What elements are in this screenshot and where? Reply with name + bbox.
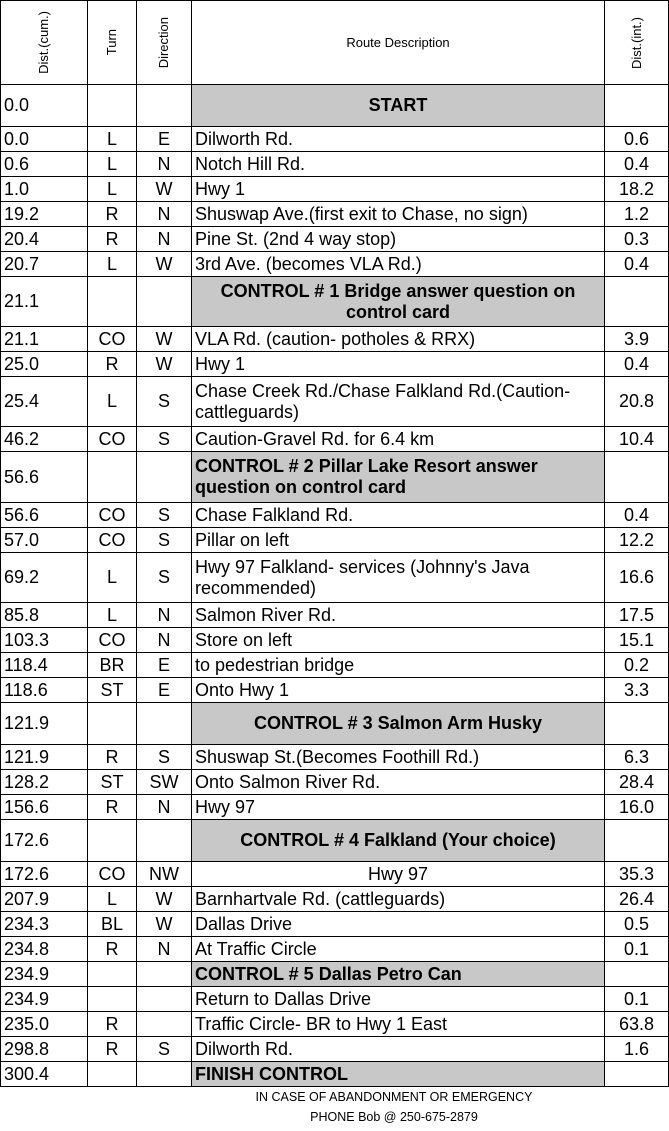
dist-cum-cell: 25.0 — [1, 352, 88, 377]
dist-cum-cell: 235.0 — [1, 1012, 88, 1037]
turn-cell: CO — [88, 862, 137, 887]
footer-line-1: IN CASE OF ABANDONMENT OR EMERGENCY — [255, 1090, 533, 1104]
turn-cell — [88, 820, 137, 862]
table-row — [1, 678, 669, 703]
route-description-cell: Traffic Circle- BR to Hwy 1 East — [192, 1012, 605, 1037]
dist-cum-cell: 234.9 — [1, 987, 88, 1012]
table-row — [1, 862, 669, 887]
table-row — [1, 745, 669, 770]
dist-int-cell: 15.1 — [605, 628, 669, 653]
dist-int-cell: 17.5 — [605, 603, 669, 628]
turn-cell: CO — [88, 427, 137, 452]
direction-cell — [137, 1062, 192, 1087]
route-description-cell: to pedestrian bridge — [192, 653, 605, 678]
footer-line-2: PHONE Bob @ 250-675-2879 — [310, 1110, 478, 1124]
turn-cell: BR — [88, 653, 137, 678]
direction-cell: S — [137, 503, 192, 528]
route-description-cell: VLA Rd. (caution- potholes & RRX) — [192, 327, 605, 352]
table-row — [1, 912, 669, 937]
dist-cum-cell: 121.9 — [1, 703, 88, 745]
turn-cell: R — [88, 1037, 137, 1062]
control-row — [1, 703, 669, 745]
control-row — [1, 277, 669, 327]
header-dist-cum-label: Dist.(cum.) — [36, 11, 51, 74]
table-row — [1, 1012, 669, 1037]
dist-int-cell: 28.4 — [605, 770, 669, 795]
dist-cum-cell: 85.8 — [1, 603, 88, 628]
table-row — [1, 795, 669, 820]
turn-cell — [88, 987, 137, 1012]
route-description-cell: Dilworth Rd. — [192, 1037, 605, 1062]
route-description-cell: Onto Salmon River Rd. — [192, 770, 605, 795]
dist-int-cell: 26.4 — [605, 887, 669, 912]
dist-int-cell: 0.3 — [605, 227, 669, 252]
route-description-cell: Return to Dallas Drive — [192, 987, 605, 1012]
emergency-footer — [0, 1087, 668, 1131]
dist-int-cell: 3.9 — [605, 327, 669, 352]
dist-cum-cell: 234.8 — [1, 937, 88, 962]
turn-cell: L — [88, 252, 137, 277]
header-dist-int-label: Dist.(int.) — [628, 16, 644, 69]
dist-int-cell — [605, 820, 669, 862]
turn-cell: R — [88, 1012, 137, 1037]
route-description-cell: Shuswap Ave.(first exit to Chase, no sign) — [192, 202, 605, 227]
dist-int-cell: 0.2 — [605, 653, 669, 678]
turn-cell: L — [88, 127, 137, 152]
table-row — [1, 377, 669, 427]
control-row — [1, 820, 669, 862]
dist-cum-cell: 57.0 — [1, 528, 88, 553]
dist-int-cell — [605, 85, 669, 127]
dist-int-cell: 20.8 — [605, 377, 669, 427]
control-description-cell: CONTROL # 5 Dallas Petro Can — [192, 962, 605, 987]
turn-cell — [88, 277, 137, 327]
header-dist-int — [605, 1, 669, 85]
route-description-cell: Onto Hwy 1 — [192, 678, 605, 703]
turn-cell — [88, 85, 137, 127]
dist-cum-cell: 234.9 — [1, 962, 88, 987]
direction-cell: S — [137, 745, 192, 770]
dist-int-cell: 18.2 — [605, 177, 669, 202]
turn-cell: L — [88, 377, 137, 427]
dist-cum-cell: 25.4 — [1, 377, 88, 427]
direction-cell: S — [137, 528, 192, 553]
turn-cell: L — [88, 553, 137, 603]
dist-cum-cell: 234.3 — [1, 912, 88, 937]
turn-cell: BL — [88, 912, 137, 937]
route-description-cell: Chase Falkland Rd. — [192, 503, 605, 528]
header-direction-label: Direction — [156, 16, 171, 69]
direction-cell — [137, 703, 192, 745]
table-row — [1, 553, 669, 603]
dist-cum-cell: 21.1 — [1, 277, 88, 327]
table-row — [1, 152, 669, 177]
dist-cum-cell: 20.4 — [1, 227, 88, 252]
dist-int-cell: 16.6 — [605, 553, 669, 603]
control-row — [1, 85, 669, 127]
turn-cell: CO — [88, 327, 137, 352]
direction-cell: W — [137, 327, 192, 352]
dist-int-cell: 0.1 — [605, 937, 669, 962]
turn-cell — [88, 962, 137, 987]
dist-int-cell: 35.3 — [605, 862, 669, 887]
control-description-cell: START — [192, 85, 605, 127]
route-description-cell: Hwy 1 — [192, 352, 605, 377]
direction-cell: W — [137, 252, 192, 277]
dist-int-cell: 1.2 — [605, 202, 669, 227]
route-description-cell: Store on left — [192, 628, 605, 653]
dist-int-cell: 16.0 — [605, 795, 669, 820]
table-row — [1, 252, 669, 277]
dist-int-cell: 10.4 — [605, 427, 669, 452]
route-description-cell: Caution-Gravel Rd. for 6.4 km — [192, 427, 605, 452]
turn-cell — [88, 452, 137, 503]
turn-cell: L — [88, 603, 137, 628]
direction-cell: S — [137, 377, 192, 427]
direction-cell: N — [137, 937, 192, 962]
route-description-cell: Barnhartvale Rd. (cattleguards) — [192, 887, 605, 912]
header-dist-cum — [1, 1, 88, 85]
route-description-cell: 3rd Ave. (becomes VLA Rd.) — [192, 252, 605, 277]
direction-cell: E — [137, 127, 192, 152]
dist-int-cell: 0.5 — [605, 912, 669, 937]
dist-cum-cell: 172.6 — [1, 820, 88, 862]
route-description-cell: Hwy 97 — [192, 862, 605, 887]
dist-cum-cell: 121.9 — [1, 745, 88, 770]
dist-int-cell — [605, 962, 669, 987]
dist-cum-cell: 0.0 — [1, 85, 88, 127]
dist-cum-cell: 128.2 — [1, 770, 88, 795]
turn-cell: R — [88, 795, 137, 820]
dist-int-cell: 1.6 — [605, 1037, 669, 1062]
dist-cum-cell: 172.6 — [1, 862, 88, 887]
header-route-description-label: Route Description — [346, 35, 450, 50]
table-row — [1, 528, 669, 553]
turn-cell: ST — [88, 678, 137, 703]
table-row — [1, 937, 669, 962]
table-row — [1, 427, 669, 452]
dist-int-cell: 0.4 — [605, 352, 669, 377]
direction-cell — [137, 962, 192, 987]
turn-cell: R — [88, 745, 137, 770]
control-row — [1, 962, 669, 987]
direction-cell — [137, 277, 192, 327]
route-description-cell: Salmon River Rd. — [192, 603, 605, 628]
turn-cell — [88, 1062, 137, 1087]
direction-cell: N — [137, 795, 192, 820]
dist-int-cell: 0.4 — [605, 252, 669, 277]
turn-cell: ST — [88, 770, 137, 795]
direction-cell: W — [137, 887, 192, 912]
turn-cell: R — [88, 227, 137, 252]
direction-cell — [137, 452, 192, 503]
dist-cum-cell: 298.8 — [1, 1037, 88, 1062]
table-row — [1, 127, 669, 152]
table-row — [1, 887, 669, 912]
turn-cell — [88, 703, 137, 745]
direction-cell: S — [137, 427, 192, 452]
dist-cum-cell: 118.4 — [1, 653, 88, 678]
route-description-cell: Chase Creek Rd./Chase Falkland Rd.(Caution-cattleguards) — [192, 377, 605, 427]
header-turn — [88, 1, 137, 85]
table-row — [1, 987, 669, 1012]
turn-cell: CO — [88, 528, 137, 553]
control-description-cell: CONTROL # 1 Bridge answer question on control card — [192, 277, 605, 327]
route-description-cell: Pillar on left — [192, 528, 605, 553]
dist-int-cell — [605, 1062, 669, 1087]
direction-cell: W — [137, 352, 192, 377]
dist-cum-cell: 20.7 — [1, 252, 88, 277]
table-row — [1, 628, 669, 653]
control-description-cell: CONTROL # 3 Salmon Arm Husky — [192, 703, 605, 745]
direction-cell — [137, 1012, 192, 1037]
dist-cum-cell: 19.2 — [1, 202, 88, 227]
direction-cell — [137, 820, 192, 862]
header-route-description — [192, 1, 605, 85]
header-turn-label: Turn — [104, 29, 119, 56]
table-row — [1, 352, 669, 377]
dist-int-cell — [605, 277, 669, 327]
turn-cell: L — [88, 887, 137, 912]
route-description-cell: Hwy 1 — [192, 177, 605, 202]
control-description-cell: FINISH CONTROL — [192, 1062, 605, 1087]
direction-cell: W — [137, 177, 192, 202]
dist-cum-cell: 207.9 — [1, 887, 88, 912]
control-row — [1, 1062, 669, 1087]
dist-cum-cell: 0.0 — [1, 127, 88, 152]
dist-int-cell: 0.4 — [605, 152, 669, 177]
table-row — [1, 1037, 669, 1062]
dist-cum-cell: 69.2 — [1, 553, 88, 603]
dist-int-cell: 63.8 — [605, 1012, 669, 1037]
direction-cell: S — [137, 1037, 192, 1062]
direction-cell: E — [137, 678, 192, 703]
table-row — [1, 202, 669, 227]
direction-cell: N — [137, 202, 192, 227]
table-row — [1, 177, 669, 202]
direction-cell — [137, 85, 192, 127]
dist-int-cell — [605, 703, 669, 745]
control-description-cell: CONTROL # 4 Falkland (Your choice) — [192, 820, 605, 862]
table-row — [1, 770, 669, 795]
dist-int-cell — [605, 452, 669, 503]
turn-cell: CO — [88, 503, 137, 528]
turn-cell: CO — [88, 628, 137, 653]
route-description-cell: Notch Hill Rd. — [192, 152, 605, 177]
table-row — [1, 503, 669, 528]
table-row — [1, 653, 669, 678]
control-description-cell: CONTROL # 2 Pillar Lake Resort answer question on control card — [192, 452, 605, 503]
direction-cell — [137, 987, 192, 1012]
direction-cell: NW — [137, 862, 192, 887]
route-description-cell: Pine St. (2nd 4 way stop) — [192, 227, 605, 252]
direction-cell: N — [137, 227, 192, 252]
route-description-cell: Hwy 97 — [192, 795, 605, 820]
dist-cum-cell: 300.4 — [1, 1062, 88, 1087]
direction-cell: N — [137, 603, 192, 628]
table-row — [1, 327, 669, 352]
route-description-cell: Hwy 97 Falkland- services (Johnny's Java recommended) — [192, 553, 605, 603]
dist-int-cell: 3.3 — [605, 678, 669, 703]
turn-cell: L — [88, 152, 137, 177]
dist-cum-cell: 46.2 — [1, 427, 88, 452]
direction-cell: SW — [137, 770, 192, 795]
dist-cum-cell: 0.6 — [1, 152, 88, 177]
direction-cell: W — [137, 912, 192, 937]
route-description-cell: Dallas Drive — [192, 912, 605, 937]
route-description-cell: At Traffic Circle — [192, 937, 605, 962]
turn-cell: R — [88, 202, 137, 227]
table-row — [1, 227, 669, 252]
direction-cell: S — [137, 553, 192, 603]
dist-cum-cell: 156.6 — [1, 795, 88, 820]
table-row — [1, 603, 669, 628]
dist-cum-cell: 21.1 — [1, 327, 88, 352]
dist-int-cell: 0.4 — [605, 503, 669, 528]
direction-cell: E — [137, 653, 192, 678]
dist-cum-cell: 56.6 — [1, 503, 88, 528]
dist-int-cell: 0.6 — [605, 127, 669, 152]
dist-cum-cell: 103.3 — [1, 628, 88, 653]
turn-cell: L — [88, 177, 137, 202]
direction-cell: N — [137, 152, 192, 177]
dist-int-cell: 0.1 — [605, 987, 669, 1012]
header-row — [1, 1, 669, 85]
turn-cell: R — [88, 352, 137, 377]
dist-int-cell: 12.2 — [605, 528, 669, 553]
route-description-cell: Shuswap St.(Becomes Foothill Rd.) — [192, 745, 605, 770]
route-description-cell: Dilworth Rd. — [192, 127, 605, 152]
control-row — [1, 452, 669, 503]
dist-cum-cell: 56.6 — [1, 452, 88, 503]
dist-cum-cell: 1.0 — [1, 177, 88, 202]
header-direction — [137, 1, 192, 85]
dist-cum-cell: 118.6 — [1, 678, 88, 703]
direction-cell: N — [137, 628, 192, 653]
turn-cell: R — [88, 937, 137, 962]
dist-int-cell: 6.3 — [605, 745, 669, 770]
